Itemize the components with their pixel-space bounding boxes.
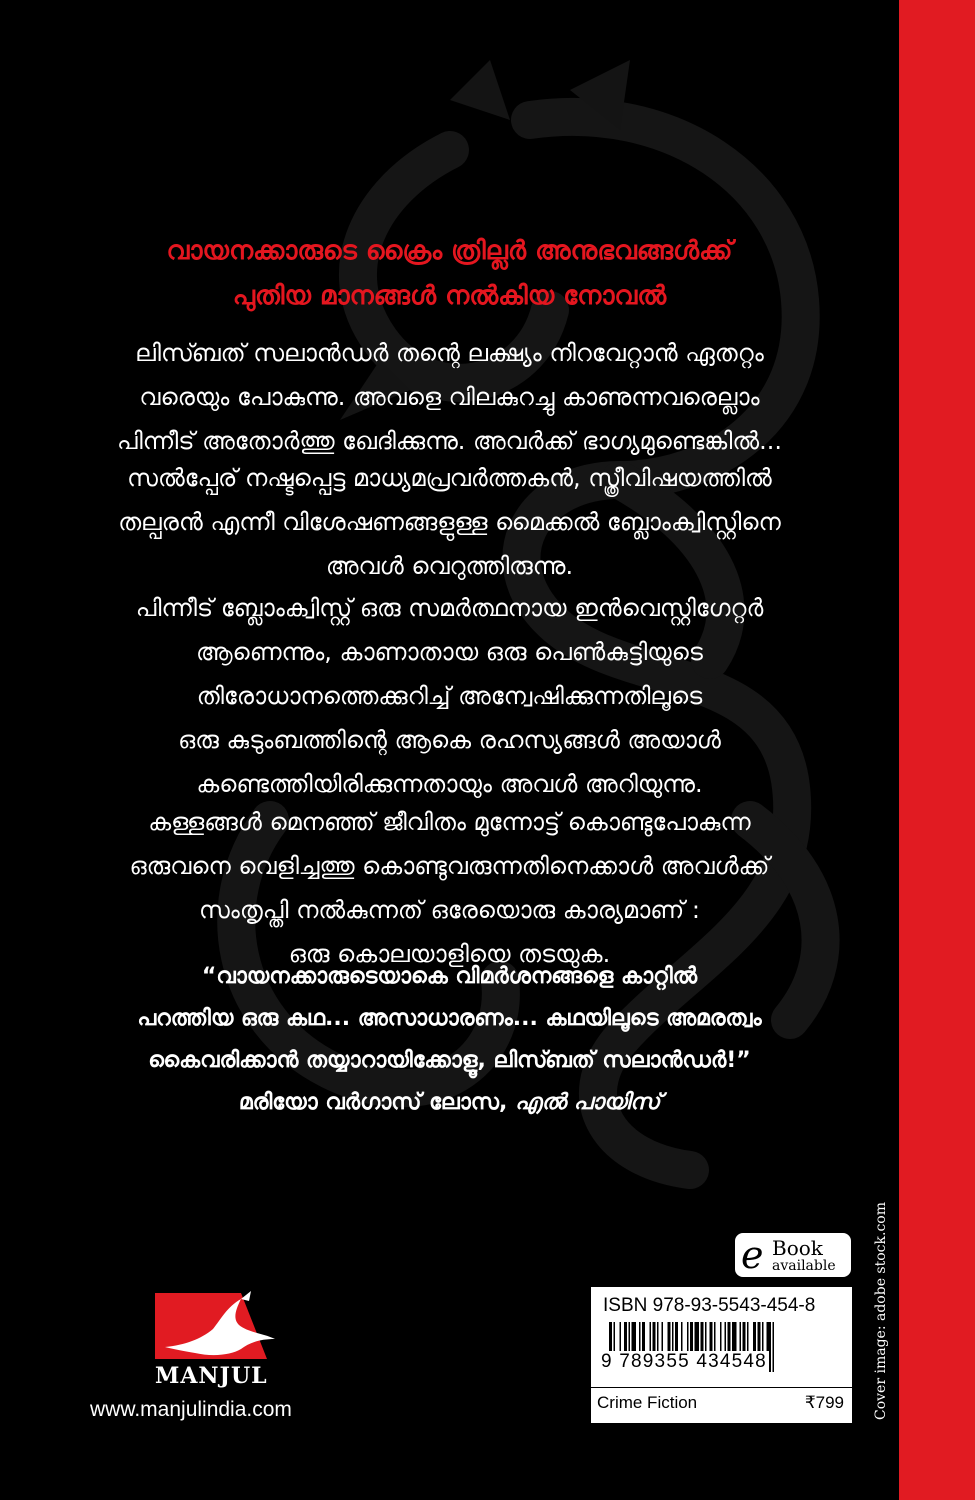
blurb-line: ഒരുവനെ വെളിച്ചത്തു കൊണ്ടുവരുന്നതിനെക്കാൾ അവൾക്ക്: [129, 852, 770, 880]
blurb-paragraph-2: [40, 456, 859, 588]
blurb-line: അവൾ വെറുത്തിരുന്നു.: [325, 552, 574, 580]
blurb-line: ഒരു കൊലയാളിയെ തടയുക.: [288, 940, 611, 968]
quote-line: പറത്തിയ ഒരു കഥ... അസാധാരണം... കഥയിലൂടെ അമരത്വം: [137, 1006, 762, 1031]
quote-line: കൈവരിക്കാൻ തയ്യാറായിക്കോളൂ, ലിസ്ബത് സലാൻഡർ!”: [148, 1048, 751, 1073]
blurb-line: ലിസ്ബത് സലാൻഡർ തന്റെ ലക്ഷ്യം നിറവേറ്റാൻ ഏതറ്റം: [135, 339, 764, 367]
ebook-letter: e: [741, 1233, 764, 1277]
blurb-paragraph-4: [40, 800, 859, 976]
genre-label: Crime Fiction: [597, 1393, 698, 1412]
isbn-label: ISBN 978-93-5543-454-8: [603, 1295, 816, 1316]
blurb-paragraph-3: [40, 586, 859, 806]
tagline-line-2: പുതിയ മാനങ്ങൾ നൽകിയ നോവൽ: [232, 281, 667, 311]
barcode-bar: [773, 1322, 775, 1372]
blurb-line: തിരോധാനത്തെക്കുറിച്ച് അന്വേഷിക്കുന്നതിലൂടെ: [196, 682, 703, 710]
quote-author: മരിയോ വർഗാസ് ലോസ,: [238, 1090, 508, 1115]
blurb-line: സൽപ്പേര് നഷ്ടപ്പെട്ട മാധ്യമപ്രവർത്തകൻ, സ്ത്രീവിഷയത്തിൽ: [127, 464, 772, 492]
blurb-paragraph-1: [40, 331, 859, 463]
blurb-line: സംതൃപ്തി നൽകുന്നത് ഒരേയൊരു കാര്യമാണ് :: [199, 896, 700, 924]
ebook-word: Book: [772, 1236, 823, 1260]
ebook-badge: [735, 1233, 851, 1277]
blurb-line: കള്ളങ്ങൾ മെനഞ്ഞ് ജീവിതം മുന്നോട്ട് കൊണ്ടുപോകുന്ന: [148, 808, 751, 836]
publisher-name: MANJUL: [155, 1363, 268, 1389]
divider: [591, 1387, 852, 1388]
red-spine: [899, 0, 975, 1500]
cover-image-credit: Cover image: adobe stock.com: [873, 1202, 889, 1420]
blurb-line: വരെയും പോകുന്നു. അവളെ വിലകുറച്ചു കാണുന്നവരെല്ലാം: [139, 383, 760, 411]
ebook-available: available: [772, 1258, 836, 1274]
publisher-url: www.manjulindia.com: [90, 1398, 292, 1421]
price-label: ₹799: [804, 1393, 844, 1412]
tagline-line-1: വായനക്കാരുടെ ക്രൈം ത്രില്ലർ അനുഭവങ്ങൾക്ക്: [166, 236, 733, 266]
blurb-line: പിന്നീട് അതോർത്തു ഖേദിക്കുന്നു. അവർക്ക് ഭാഗ്യമുണ്ടെങ്കിൽ...: [117, 427, 782, 455]
blurb-line: ആണെന്നും, കാണാതായ ഒരു പെൺകുട്ടിയുടെ: [196, 638, 703, 666]
blurb-line: പിന്നീട് ബ്ലോംക്വിസ്റ്റ് ഒരു സമർത്ഥനായ ഇൻവെസ്റ്റിഗേറ്റർ: [135, 594, 764, 622]
isbn-barcode-box: [591, 1287, 852, 1423]
barcode-digits: 9 789355 434548: [601, 1351, 767, 1372]
blurb-line: കണ്ടെത്തിയിരിക്കുന്നതായും അവൾ അറിയുന്നു.: [196, 770, 703, 798]
blurb-line: തല്പരൻ എന്നീ വിശേഷണങ്ങളുള്ള മൈക്കൽ ബ്ലോംക്വിസ്റ്റിനെ: [118, 508, 781, 536]
review-quote: [40, 956, 859, 1124]
quote-attribution: [40, 1082, 859, 1124]
crane-logo-icon: [155, 1289, 280, 1363]
quote-source: എൽ പായിസ്: [515, 1090, 661, 1115]
blurb-line: ഒരു കുടുംബത്തിന്റെ ആകെ രഹസ്യങ്ങൾ അയാൾ: [178, 726, 721, 754]
quote-line: “വായനക്കാരുടെയാകെ വിമർശനങ്ങളെ കാറ്റിൽ: [201, 964, 698, 989]
